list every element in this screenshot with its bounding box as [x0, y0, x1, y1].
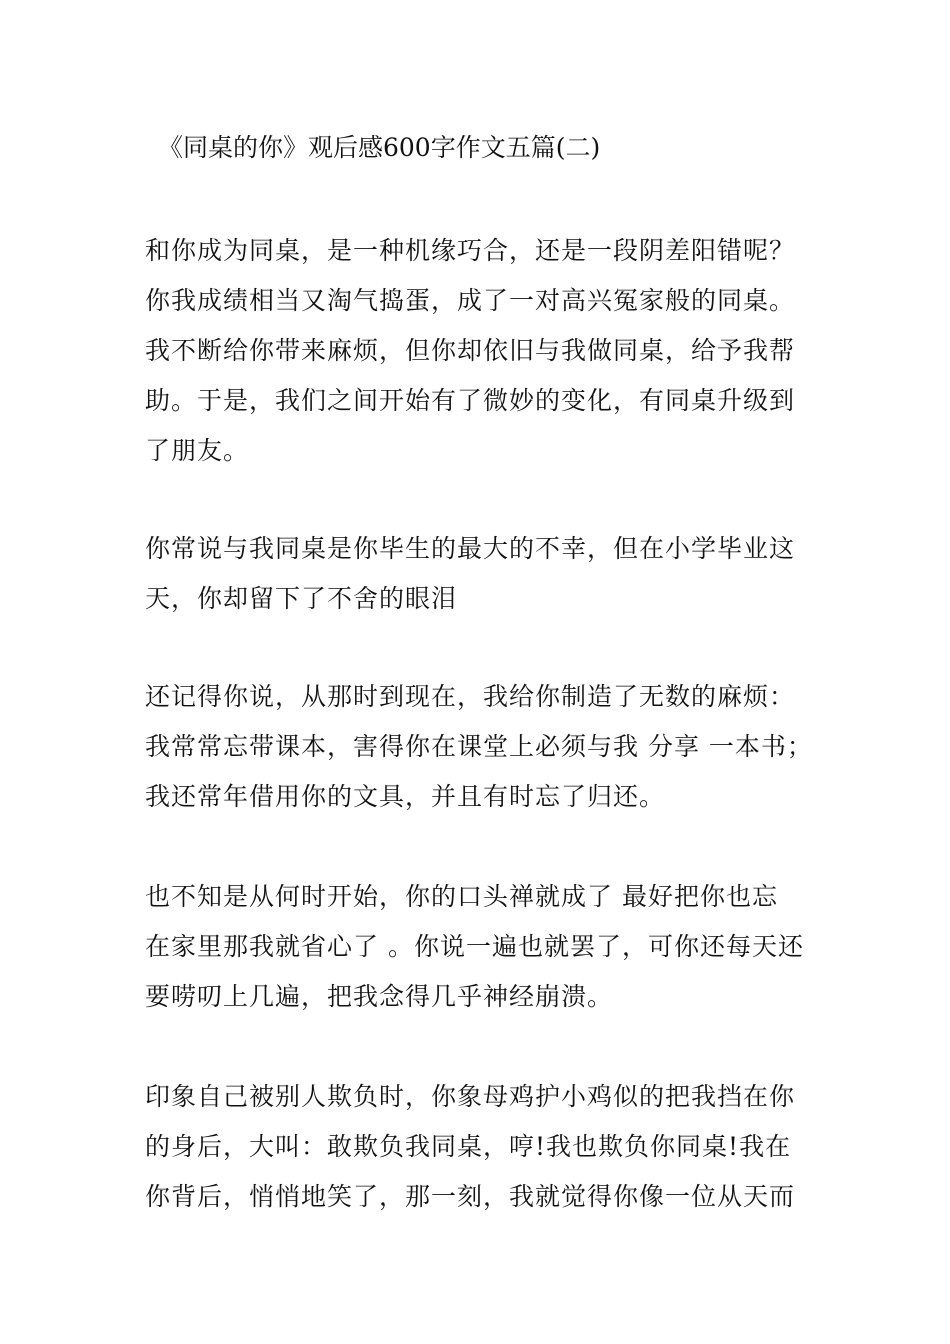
paragraph-2 — [145, 524, 807, 624]
paragraph-line: 也不知是从何时开始，你的口头禅就成了 最好把你也忘 — [145, 882, 778, 911]
paragraph-line: 了朋友。 — [145, 436, 250, 465]
paragraph-line: 你我成绩相当又淘气捣蛋，成了一对高兴冤家般的同桌。 — [145, 286, 796, 315]
paragraph-line: 还记得你说，从那时到现在，我给你制造了无数的麻烦： — [145, 682, 796, 711]
paragraph-line: 你常说与我同桌是你毕生的最大的不幸，但在小学毕业这 — [145, 534, 796, 563]
paragraph-line: 印象自己被别人欺负时，你象母鸡护小鸡似的把我挡在你 — [145, 1082, 796, 1111]
paragraph-line: 和你成为同桌，是一种机缘巧合，还是一段阴差阳错呢？ — [145, 236, 796, 265]
paragraph-line: 助。于是，我们之间开始有了微妙的变化，有同桌升级到 — [145, 386, 796, 415]
paragraph-line: 要唠叨上几遍，把我念得几乎神经崩溃。 — [145, 982, 614, 1011]
paragraph-1 — [145, 226, 807, 476]
paragraph-line: 我不断给你带来麻烦，但你却依旧与我做同桌，给予我帮 — [145, 336, 796, 365]
document-title: 《同桌的你》观后感600字作文五篇(二) — [158, 133, 601, 162]
paragraph-line: 你背后，悄悄地笑了，那一刻，我就觉得你像一位从天而 — [145, 1182, 796, 1211]
paragraph-line: 我常常忘带课本，害得你在课堂上必须与我 分享 一本书； — [145, 732, 813, 761]
paragraph-line: 天，你却留下了不舍的眼泪 — [145, 584, 458, 613]
paragraph-5 — [145, 1072, 807, 1222]
paragraph-4 — [145, 872, 807, 1022]
paragraph-line: 我还常年借用你的文具，并且有时忘了归还。 — [145, 782, 666, 811]
paragraph-line: 在家里那我就省心了 。你说一遍也就罢了，可你还每天还 — [145, 932, 804, 961]
paragraph-3 — [145, 672, 813, 822]
paragraph-line: 的身后，大叫：敢欺负我同桌，哼!我也欺负你同桌!我在 — [145, 1132, 792, 1161]
